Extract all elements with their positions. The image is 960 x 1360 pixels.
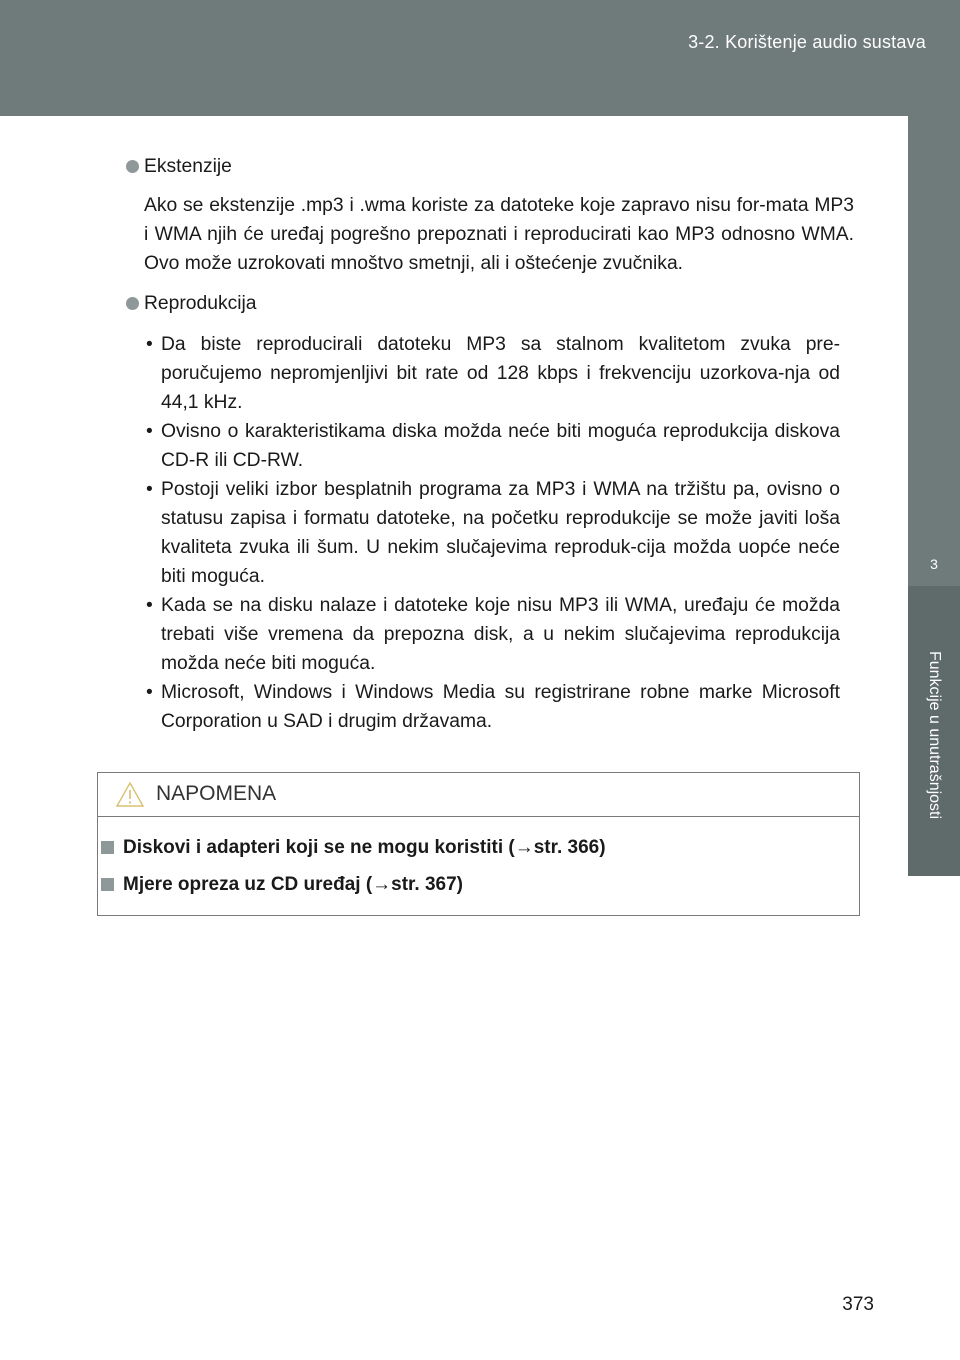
- header-band: [0, 0, 960, 116]
- circle-bullet-icon: [126, 160, 139, 173]
- circle-bullet-icon: [126, 297, 139, 310]
- list-dot: •: [146, 595, 153, 616]
- section-heading: [126, 289, 854, 318]
- note-box: [97, 772, 860, 916]
- section-title: 3-2. Korištenje audio sustava: [688, 32, 926, 52]
- heading-text: Ekstenzije: [144, 156, 232, 177]
- section-paragraph: Ako se ekstenzije .mp3 i .wma koriste za datoteke koje zapravo nisu for-mata MP3 i WMA njih će uređaj pogrešno prepoznati i reproducirati kao MP3 odnosno WMA. Ovo može uzrokovati mnoštvo smetnji, ali i oštećenje zvučnika.: [144, 195, 854, 274]
- warning-triangle-icon: [115, 781, 145, 808]
- list-item-text: Da biste reproducirali datoteku MP3 sa stalnom kvalitetom zvuka pre-poručujemo nepromjenljivi bit rate od 128 kbps i frekvenciju uzorkova-nja od 44,1 kHz.: [161, 334, 840, 413]
- side-tab-band: [908, 116, 960, 586]
- list-item: [144, 591, 840, 678]
- list-dot: •: [146, 334, 153, 355]
- note-item-text: Mjere opreza uz CD uređaj (→str. 367): [123, 874, 463, 895]
- list-item-text: Ovisno o karakteristikama diska možda neće biti moguća reprodukcija diskova CD-R ili CD-RW.: [161, 421, 840, 471]
- square-bullet-icon: [101, 878, 114, 891]
- list-item-text: Postoji veliki izbor besplatnih programa za MP3 i WMA na tržištu pa, ovisno o statusu zapisa i formatu datoteke, na početku reprodukcije se može javiti loša kvaliteta zvuka ili šum. U nekim slučajevima reproduk-cija možda uopće neće biti moguća.: [161, 479, 840, 587]
- list-item: [144, 417, 840, 475]
- list-item-text: Kada se na disku nalaze i datoteke koje nisu MP3 ili WMA, uređaju će možda trebati više vremena da prepozna disk, a u nekim slučajevima reprodukcija možda neće biti moguća.: [161, 595, 840, 674]
- heading-text: Reprodukcija: [144, 293, 257, 314]
- page-content: [126, 152, 854, 736]
- square-bullet-icon: [101, 841, 114, 854]
- list-dot: •: [146, 479, 153, 500]
- page-number: 373: [842, 1294, 874, 1315]
- list-item: [144, 475, 840, 591]
- list-dot: •: [146, 682, 153, 703]
- note-title: NAPOMENA: [156, 782, 277, 805]
- chapter-label: Funkcije u unutrašnjosti: [926, 650, 943, 820]
- chapter-number: 3: [930, 556, 938, 572]
- note-item-text: Diskovi i adapteri koji se ne mogu koristiti (→str. 366): [123, 837, 606, 858]
- list-dot: •: [146, 421, 153, 442]
- list-item: [144, 678, 840, 736]
- bullet-list: [144, 330, 840, 736]
- section-heading: [126, 152, 854, 181]
- list-item-text: Microsoft, Windows i Windows Media su registrirane robne marke Microsoft Corporation u SAD i drugim državama.: [161, 682, 840, 732]
- note-header: [98, 773, 859, 817]
- list-item: [144, 330, 840, 417]
